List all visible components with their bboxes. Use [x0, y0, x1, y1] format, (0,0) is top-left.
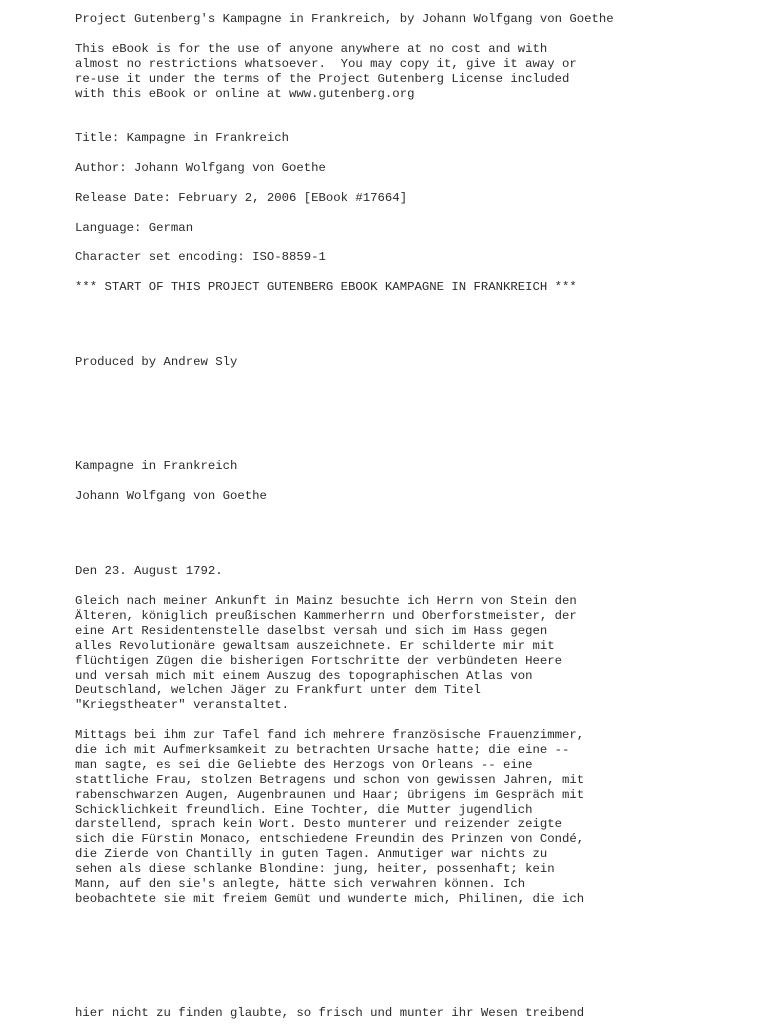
- book-author: Johann Wolfgang von Goethe: [75, 489, 267, 503]
- continuation-line: hier nicht zu finden glaubte, so frisch und munter ihr Wesen treibend: [75, 1006, 585, 1020]
- paragraph-line: Älteren, königlich preußischen Kammerherrn und Oberforstmeister, der: [75, 608, 577, 623]
- paragraph-line: Mann, auf den sie's anlegte, hätte sich verwahren können. Ich: [75, 877, 526, 892]
- paragraph-line: die ich mit Aufmerksamkeit zu betrachten Ursache hatte; die eine --: [75, 742, 570, 757]
- author-field: Author: Johann Wolfgang von Goethe: [75, 161, 326, 175]
- produced-by: Produced by Andrew Sly: [75, 355, 238, 369]
- book-title: Kampagne in Frankreich: [75, 459, 238, 473]
- license-line: re-use it under the terms of the Project Gutenberg License included: [75, 71, 570, 86]
- paragraph-line: Schicklichkeit freundlich. Eine Tochter, die Mutter jugendlich: [75, 802, 533, 817]
- paragraph-line: Deutschland, welchen Jäger zu Frankfurt unter dem Titel: [75, 683, 481, 698]
- paragraph-line: stattliche Frau, stolzen Betragens und schon von gewissen Jahren, mit: [75, 772, 585, 787]
- paragraph-line: beobachtete sie mit freiem Gemüt und wunderte mich, Philinen, die ich: [75, 891, 585, 906]
- paragraph-line: und versah mich mit einem Auszug des topographischen Atlas von: [75, 668, 533, 683]
- release-date-field: Release Date: February 2, 2006 [EBook #17664]: [75, 191, 408, 205]
- paragraph-line: "Kriegstheater" veranstaltet.: [75, 698, 290, 713]
- license-line: almost no restrictions whatsoever. You may copy it, give it away or: [75, 56, 577, 71]
- paragraph-line: flüchtigen Zügen die bisherigen Fortschritte der verbündeten Heere: [75, 653, 563, 668]
- paragraph-1: [75, 594, 577, 713]
- license-line: This eBook is for the use of anyone anywhere at no cost and with: [75, 42, 548, 56]
- start-marker: *** START OF THIS PROJECT GUTENBERG EBOOK KAMPAGNE IN FRANKREICH ***: [75, 280, 577, 294]
- title-field: Title: Kampagne in Frankreich: [75, 131, 290, 145]
- paragraph-2: [75, 728, 584, 907]
- paragraph-line: Mittags bei ihm zur Tafel fand ich mehrere französische Frauenzimmer,: [75, 728, 585, 742]
- date-heading: Den 23. August 1792.: [75, 564, 223, 578]
- license-line: with this eBook or online at www.gutenberg.org: [75, 86, 415, 101]
- paragraph-line: sehen als diese schlanke Blondine: jung, heiter, possenhaft; kein: [75, 862, 555, 877]
- paragraph-line: eine Art Residentenstelle daselbst versah und sich im Hass gegen: [75, 623, 548, 638]
- paragraph-line: rabenschwarzen Augen, Augenbraunen und Haar; übrigens im Gespräch mit: [75, 787, 585, 802]
- paragraph-line: sich die Fürstin Monaco, entschiedene Freundin des Prinzen von Condé,: [75, 832, 585, 847]
- paragraph-line: die Zierde von Chantilly in guten Tagen. Anmutiger war nichts zu: [75, 847, 548, 862]
- paragraph-line: Gleich nach meiner Ankunft in Mainz besuchte ich Herrn von Stein den: [75, 594, 577, 608]
- language-field: Language: German: [75, 221, 194, 235]
- paragraph-line: darstellend, sprach kein Wort. Desto munterer und reizender zeigte: [75, 817, 563, 832]
- charset-field: Character set encoding: ISO-8859-1: [75, 250, 326, 264]
- header-line: Project Gutenberg's Kampagne in Frankreich, by Johann Wolfgang von Goethe: [75, 12, 614, 26]
- license-notice: [75, 42, 577, 102]
- paragraph-line: alles Revolutionäre gewaltsam auszeichnete. Er schilderte mir mit: [75, 638, 555, 653]
- paragraph-line: man sagte, es sei die Geliebte des Herzogs von Orleans -- eine: [75, 757, 533, 772]
